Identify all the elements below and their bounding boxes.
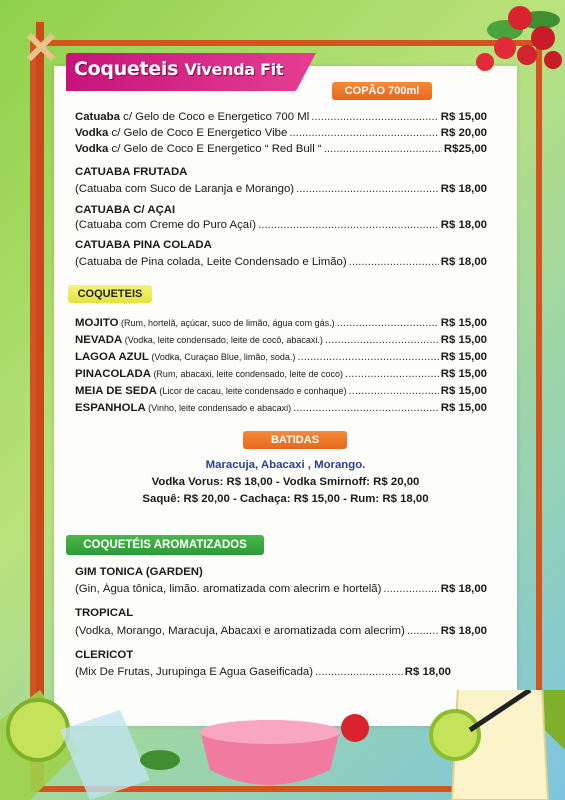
batidas-prices-line1: Vodka Vorus: R$ 18,00 - Vodka Smirnoff: R$ 20,00 [151,476,420,488]
list-item: (Catuaba de Pina colada, Leite Condensado e Limão) ..... R$ 18,00 [75,256,487,272]
item-heading: CLERICOT [75,649,134,661]
list-item: LAGOA AZUL (Vodka, Curaçao Blue, limão, soda.) ..... R$ 15,00 [75,351,487,367]
list-item: (Catuaba com Suco de Laranja e Morango) ..... R$ 18,00 [75,183,487,199]
section-aromatizados-label: COQUETÉIS AROMATIZADOS [66,535,264,555]
item-heading: TROPICAL [75,607,134,619]
section-coqueteis-label: COQUETEIS [68,285,152,303]
page-title: Coqueteis Vivenda Fit [74,58,284,80]
list-item: (Gin, Água tônica, limão. aromatizada com alecrim e hortelã) ..... R$ 18,00 [75,583,487,599]
list-item: ESPANHOLA (Vinho, leite condensado e abacaxi) ..... R$ 15,00 [75,402,487,418]
batidas-prices-line2: Saquê: R$ 20,00 - Cachaça: R$ 15,00 - Rum: R$ 18,00 [142,493,429,505]
list-item: Vodka c/ Gelo de Coco E Energetico “ Red Bull “ ..... R$25,00 [75,143,487,159]
acerola-berries-icon [465,0,565,80]
drinks-illustration-icon [0,690,565,800]
item-heading: CATUABA PINA COLADA [75,239,212,251]
item-heading: GIM TONICA (GARDEN) [75,566,203,578]
wood-cross-icon [24,30,58,64]
list-item: MEIA DE SEDA (Licor de cacau, leite condensado e conhaque) ..... R$ 15,00 [75,385,487,401]
list-item: (Mix De Frutas, Jurupinga E Agua Gaseificada) ..... R$ 18,00 [75,666,451,682]
list-item: PINACOLADA (Rum, abacaxi, leite condensado, leite de coco) ..... R$ 15,00 [75,368,487,384]
item-heading: CATUABA C/ AÇAI [75,204,176,216]
list-item: (Catuaba com Creme do Puro Açaí) ..... R$ 18,00 [75,219,487,235]
item-heading: CATUABA FRUTADA [75,166,188,178]
list-item: (Vodka, Morango, Maracuja, Abacaxi e aromatizada com alecrim) ..... R$ 18,00 [75,625,487,641]
list-item: Catuaba c/ Gelo de Coco e Energetico 700 Ml ..... R$ 15,00 [75,111,487,127]
list-item: Vodka c/ Gelo de Coco E Energetico Vibe ..... R$ 20,00 [75,127,487,143]
section-copao-label: COPÃO 700ml [332,82,432,100]
batidas-flavors: Maracuja, Abacaxi , Morango. [205,459,366,471]
section-batidas-label: BATIDAS [243,431,347,449]
list-item: NEVADA (Vodka, leite condensado, leite de cocô, abacaxi.) ..... R$ 15,00 [75,334,487,350]
list-item: MOJITO (Rum, hortelã, açúcar, suco de limão, água com gás.) ..... R$ 15,00 [75,317,487,333]
